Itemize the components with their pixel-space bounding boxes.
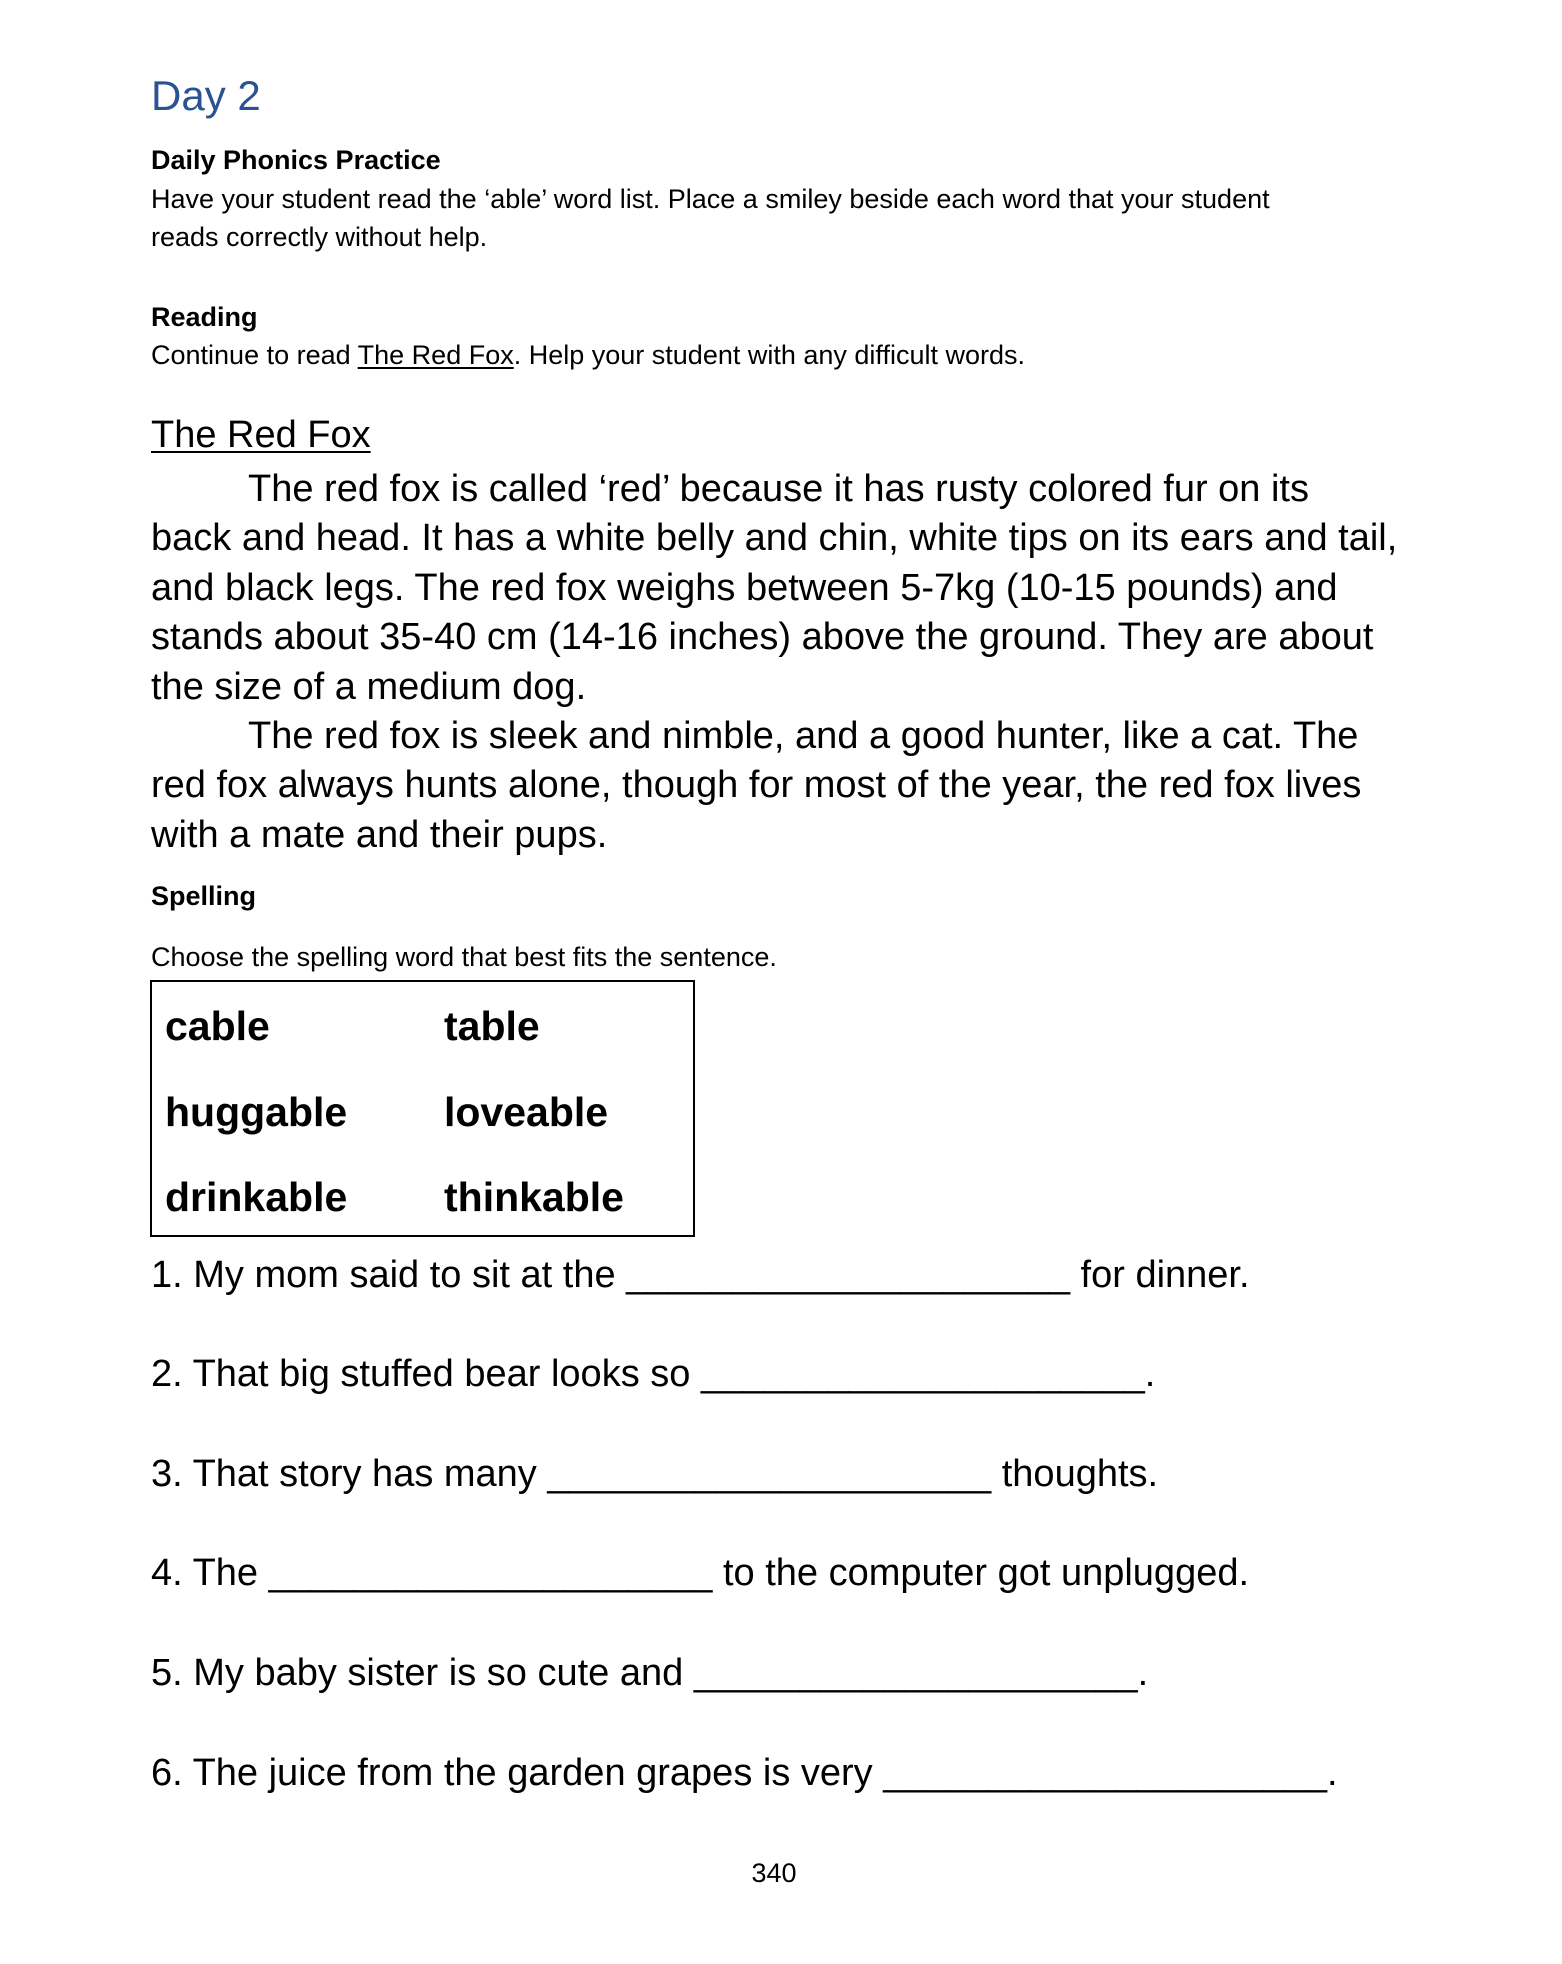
sentence-item bbox=[151, 1654, 1148, 1692]
sentence-text: . bbox=[1144, 1353, 1156, 1395]
story-line: The red fox is sleek and nimble, and a good hunter, like a cat. The bbox=[248, 715, 1359, 758]
sentence-item bbox=[151, 1754, 1338, 1792]
sentence-item bbox=[151, 1355, 1155, 1393]
story-line: red fox always hunts alone, though for most of the year, the red fox lives bbox=[151, 764, 1362, 807]
story-line: The red fox is called ‘red’ because it has rusty colored fur on its bbox=[248, 468, 1309, 510]
word-bank-item: table bbox=[444, 1003, 540, 1049]
story-line: the size of a medium dog. bbox=[151, 665, 587, 708]
sentence-text: 3. That story has many bbox=[151, 1453, 548, 1495]
answer-blank[interactable]: _____________________ bbox=[268, 1552, 713, 1594]
reading-instruction-before: Continue to read bbox=[151, 340, 358, 370]
phonics-instruction-line: reads correctly without help. bbox=[151, 222, 488, 252]
reading-instruction-after: . Help your student with any difficult words. bbox=[513, 340, 1025, 370]
sentence-item bbox=[151, 1256, 1250, 1294]
reading-instruction bbox=[151, 342, 1025, 369]
phonics-heading: Daily Phonics Practice bbox=[151, 145, 441, 175]
book-title-link: The Red Fox bbox=[357, 340, 514, 370]
sentence-text: 2. That big stuffed bear looks so bbox=[151, 1353, 701, 1395]
story-line: with a mate and their pups. bbox=[151, 813, 608, 856]
answer-blank[interactable]: _____________________ bbox=[626, 1254, 1070, 1296]
story-line: back and head. It has a white belly and chin, white tips on its ears and tail, bbox=[151, 517, 1398, 560]
word-bank-item: thinkable bbox=[444, 1174, 624, 1220]
answer-blank[interactable]: _____________________ bbox=[693, 1652, 1138, 1694]
sentence-text: to the computer got unplugged. bbox=[712, 1552, 1250, 1594]
word-bank-item: huggable bbox=[165, 1089, 348, 1135]
sentence-item bbox=[151, 1554, 1249, 1592]
phonics-instruction-line: Have your student read the ‘able’ word list. Place a smiley beside each word that your student bbox=[151, 184, 1270, 214]
spelling-heading: Spelling bbox=[151, 881, 257, 911]
sentence-text: 4. The bbox=[151, 1552, 269, 1594]
sentence-text: . bbox=[1137, 1652, 1149, 1694]
answer-blank[interactable]: _____________________ bbox=[700, 1353, 1145, 1395]
page-number: 340 bbox=[751, 1858, 797, 1888]
word-bank-item: cable bbox=[165, 1003, 270, 1049]
story-body bbox=[151, 465, 1397, 860]
sentence-item bbox=[151, 1455, 1158, 1493]
sentence-text: 1. My mom said to sit at the bbox=[151, 1254, 627, 1296]
word-bank-item: drinkable bbox=[165, 1174, 348, 1220]
sentence-text: thoughts. bbox=[991, 1453, 1159, 1495]
sentence-text: 5. My baby sister is so cute and bbox=[151, 1652, 694, 1694]
word-bank-item: loveable bbox=[444, 1089, 609, 1135]
sentence-text: 6. The juice from the garden grapes is very bbox=[151, 1752, 884, 1794]
sentence-text: for dinner. bbox=[1069, 1254, 1250, 1296]
sentence-text: . bbox=[1327, 1752, 1338, 1794]
reading-heading: Reading bbox=[151, 302, 258, 332]
answer-blank[interactable]: _____________________ bbox=[547, 1453, 992, 1495]
story-line: and black legs. The red fox weighs between 5-7kg (10-15 pounds) and bbox=[151, 566, 1338, 609]
story-title: The Red Fox bbox=[151, 414, 371, 456]
day-title: Day 2 bbox=[151, 72, 261, 119]
spelling-instruction: Choose the spelling word that best fits the sentence. bbox=[151, 942, 777, 972]
answer-blank[interactable]: _____________________ bbox=[883, 1752, 1328, 1794]
story-line: stands about 35-40 cm (14-16 inches) above the ground. They are about bbox=[151, 616, 1374, 659]
